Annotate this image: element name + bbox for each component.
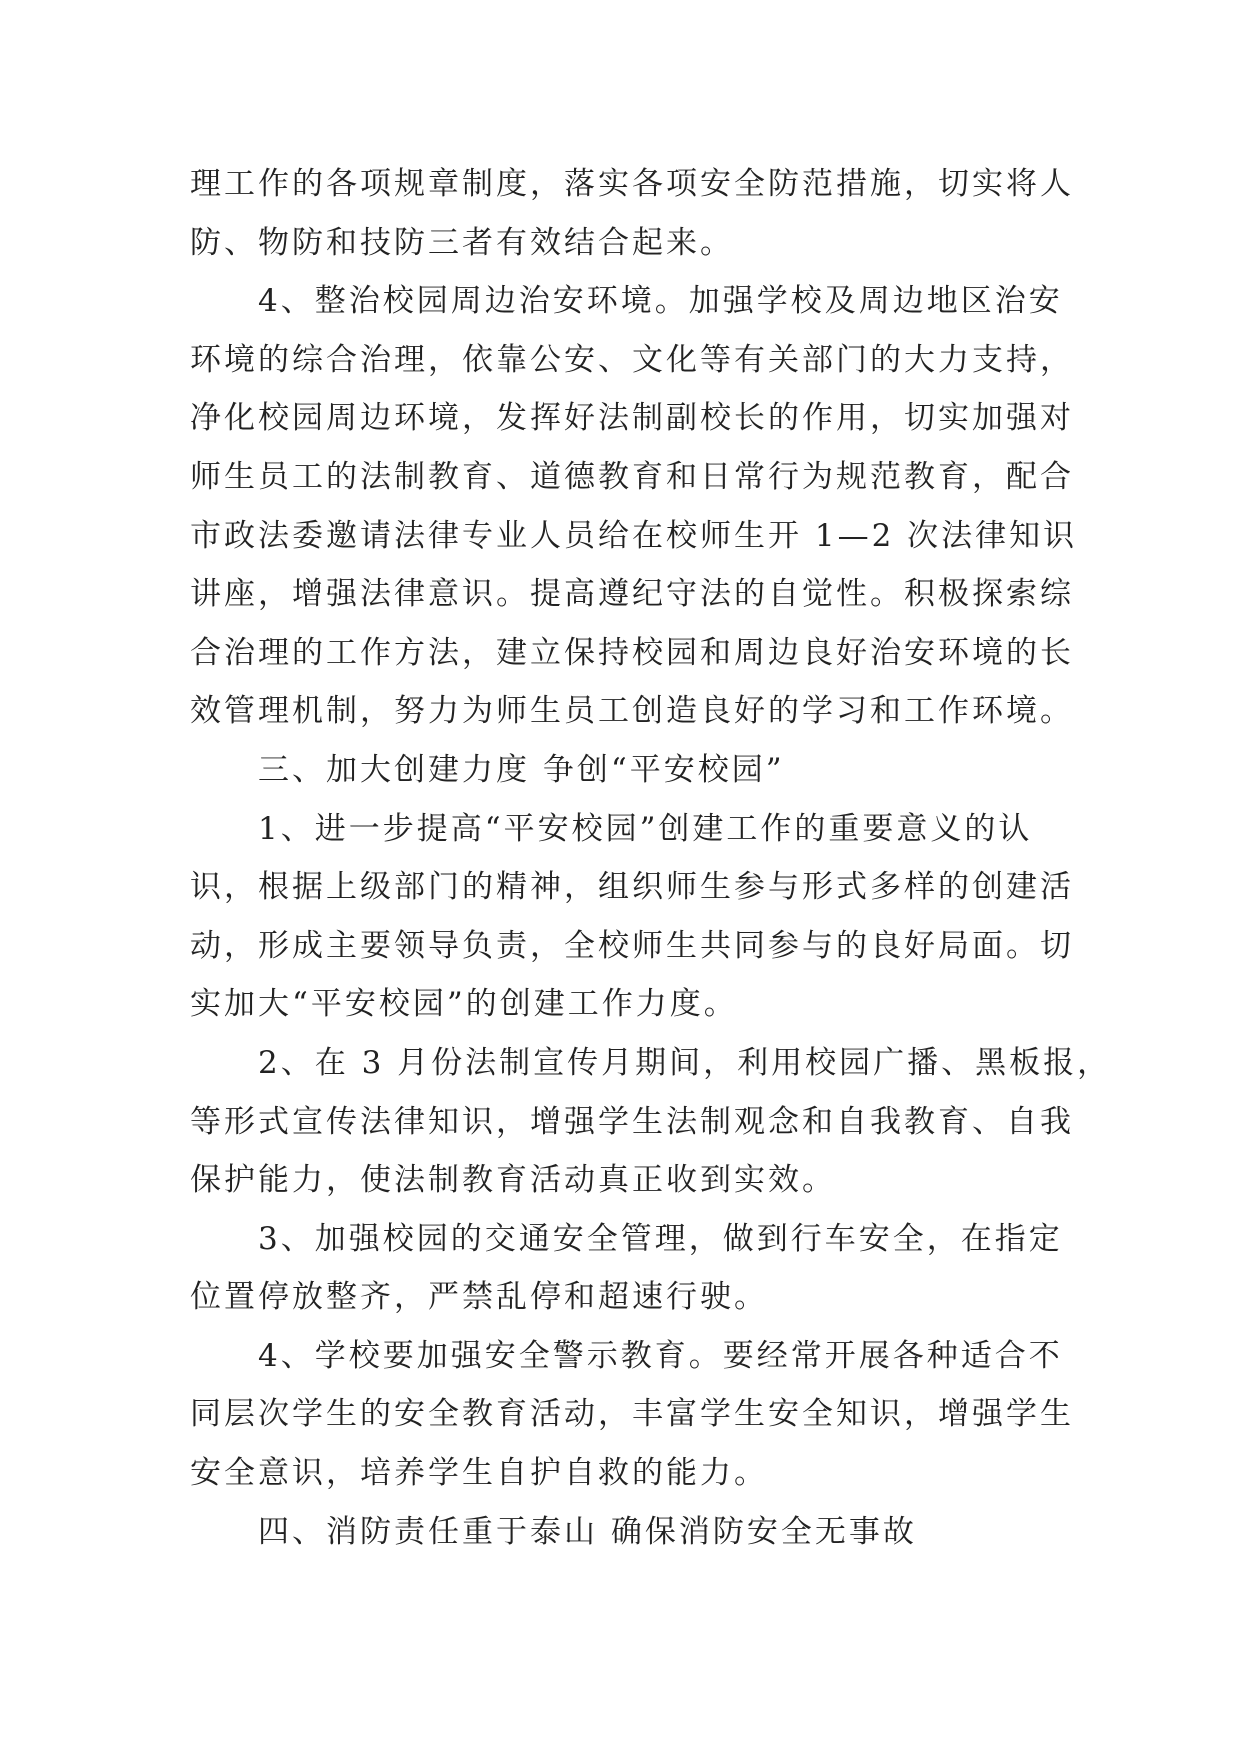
text-line: 1、进一步提高“平安校园”创建工作的重要意义的认 <box>190 810 1033 847</box>
text-line: 理工作的各项规章制度，落实各项安全防范措施，切实将人 <box>190 166 1074 202</box>
text-line: 防、物防和技防三者有效结合起来。 <box>190 224 734 261</box>
text-line: 市政法委邀请法律专业人员给在校师生开 1—2 次法律知识 <box>190 517 1078 554</box>
text-line: 3、加强校园的交通安全管理，做到行车安全，在指定 <box>190 1220 1063 1257</box>
text-line: 4、整治校园周边治安环境。加强学校及周边地区治安 <box>190 283 1063 320</box>
text-line: 环境的综合治理，依靠公安、文化等有关部门的大力支持， <box>190 341 1074 378</box>
text-line: 同层次学生的安全教育活动，丰富学生安全知识，增强学生 <box>190 1396 1074 1433</box>
section-heading: 三、加大创建力度 争创“平安校园” <box>190 751 785 788</box>
text-line: 识，根据上级部门的精神，组织师生参与形式多样的创建活 <box>190 869 1074 906</box>
text-line: 保护能力，使法制教育活动真正收到实效。 <box>190 1162 836 1199</box>
text-line: 2、在 3 月份法制宣传月期间，利用校园广播、黑板报， <box>190 1044 1112 1081</box>
text-line: 动，形成主要领导负责，全校师生共同参与的良好局面。切 <box>190 927 1074 964</box>
text-line: 效管理机制，努力为师生员工创造良好的学习和工作环境。 <box>190 693 1074 730</box>
text-line: 合治理的工作方法，建立保持校园和周边良好治安环境的长 <box>190 634 1074 671</box>
text-line: 净化校园周边环境，发挥好法制副校长的作用，切实加强对 <box>190 400 1074 437</box>
document-body <box>190 155 1112 1561</box>
text-line: 讲座，增强法律意识。提高遵纪守法的自觉性。积极探索综 <box>190 576 1074 613</box>
text-line: 实加大“平安校园”的创建工作力度。 <box>190 986 738 1023</box>
text-line: 位置停放整齐，严禁乱停和超速行驶。 <box>190 1279 768 1316</box>
text-line: 安全意识，培养学生自护自救的能力。 <box>190 1455 768 1492</box>
text-line: 4、学校要加强安全警示教育。要经常开展各种适合不 <box>190 1337 1063 1374</box>
section-heading: 四、消防责任重于泰山 确保消防安全无事故 <box>190 1513 917 1550</box>
text-line: 师生员工的法制教育、道德教育和日常行为规范教育，配合 <box>190 458 1074 495</box>
text-line: 等形式宣传法律知识，增强学生法制观念和自我教育、自我 <box>190 1103 1074 1140</box>
